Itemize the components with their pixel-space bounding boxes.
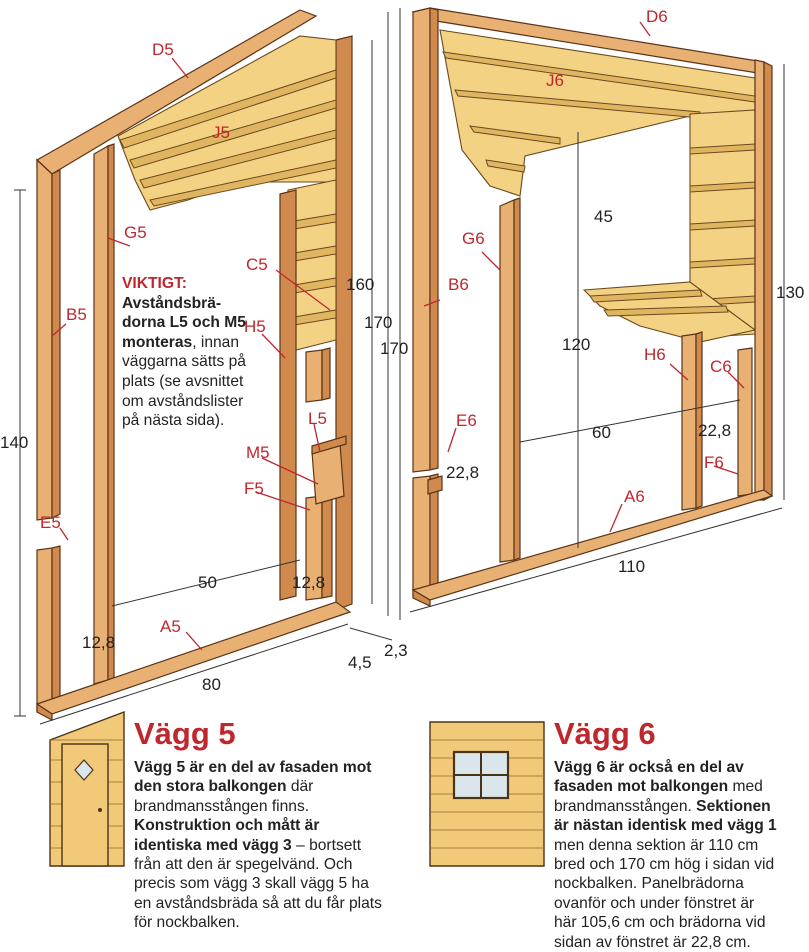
label-f6: F6 bbox=[704, 453, 724, 472]
dim-w6-45: 45 bbox=[594, 207, 613, 226]
dim-w6-22-8a: 22,8 bbox=[698, 421, 732, 440]
note-rest: , innan väggarna sätts på plats (se avsnittet om avståndslister på nästa sida). bbox=[122, 333, 246, 430]
wall5-p4: – bortsett från att den är spegelvänd. Och precis som vägg 3 skall vägg 5 ha en avståndsbräda så att du får plats för nockbalken. bbox=[134, 836, 382, 932]
label-b5: B5 bbox=[66, 305, 87, 324]
wall5-title: Vägg 5 bbox=[134, 716, 236, 751]
wall5-thumbnail bbox=[50, 712, 124, 866]
dim-w6-110: 110 bbox=[618, 557, 646, 576]
dim-w5-2-3: 2,3 bbox=[384, 641, 408, 660]
label-g5: G5 bbox=[124, 223, 147, 242]
dim-w6-60: 60 bbox=[592, 423, 611, 442]
label-c5: C5 bbox=[246, 255, 268, 274]
label-h6: H6 bbox=[644, 345, 666, 364]
dim-w6-130: 130 bbox=[776, 283, 805, 302]
wall6-p2: med brandmansstången. bbox=[554, 778, 763, 815]
label-a6: A6 bbox=[624, 487, 645, 506]
label-d5: D5 bbox=[152, 40, 174, 59]
wall6-p3: Sektionen är nästan identisk med vägg 1 bbox=[554, 797, 777, 835]
note-bold: Avståndsbrä-dorna L5 och M5 monteras bbox=[122, 294, 246, 351]
dim-w5-50: 50 bbox=[198, 573, 217, 592]
label-j6: J6 bbox=[546, 71, 564, 90]
wall5-p1: Vägg 5 är en del av fasaden mot den stora balkongen bbox=[134, 759, 372, 796]
label-j5: J5 bbox=[212, 123, 230, 142]
label-d6: D6 bbox=[646, 7, 668, 26]
wall5-p3: Konstruktion och mått är identiska med vägg 3 bbox=[134, 817, 320, 854]
label-c6: C6 bbox=[710, 357, 732, 376]
note-heading: VIKTIGT: bbox=[122, 275, 187, 292]
dim-w6-22-8b: 22,8 bbox=[446, 463, 480, 482]
label-e6: E6 bbox=[456, 411, 477, 430]
label-f5: F5 bbox=[244, 479, 264, 498]
dim-w5-4-5: 4,5 bbox=[348, 653, 372, 672]
important-note bbox=[122, 274, 262, 431]
label-g6: G6 bbox=[462, 229, 485, 248]
label-e5: E5 bbox=[40, 513, 61, 532]
dim-w6-120: 120 bbox=[562, 335, 591, 354]
label-h5: H5 bbox=[244, 317, 266, 336]
wall6-p4: men denna sektion är 110 cm bred och 170 cm hög i sidan vid nockbalken. Panelbrädorna ovanför och under fönstret är här 105,6 cm och brädorna vid sidan av fönstret är 22,8 cm. bbox=[554, 836, 775, 951]
dim-w5-170a: 170 bbox=[364, 313, 393, 332]
dim-w5-140: 140 bbox=[0, 433, 29, 452]
dim-w5-160: 160 bbox=[346, 275, 375, 294]
wall5-body bbox=[134, 758, 384, 933]
label-a5: A5 bbox=[160, 617, 181, 636]
wall6-body bbox=[554, 758, 780, 952]
label-b6: B6 bbox=[448, 275, 469, 294]
dim-w5-12-8a: 12,8 bbox=[82, 633, 116, 652]
dim-w5-12-8b: 12,8 bbox=[292, 573, 326, 592]
wall6-title: Vägg 6 bbox=[554, 716, 656, 751]
wall6-frame bbox=[413, 8, 772, 606]
label-l5: L5 bbox=[308, 409, 327, 428]
wall6-p1: Vägg 6 är också en del av fasaden mot balkongen bbox=[554, 759, 744, 796]
label-m5: M5 bbox=[246, 443, 270, 462]
wall5-p2: där brandmansstången finns. bbox=[134, 778, 314, 815]
wall6-thumbnail bbox=[430, 722, 544, 866]
dim-w5-170b: 170 bbox=[380, 339, 409, 358]
dim-w5-80: 80 bbox=[202, 675, 221, 694]
